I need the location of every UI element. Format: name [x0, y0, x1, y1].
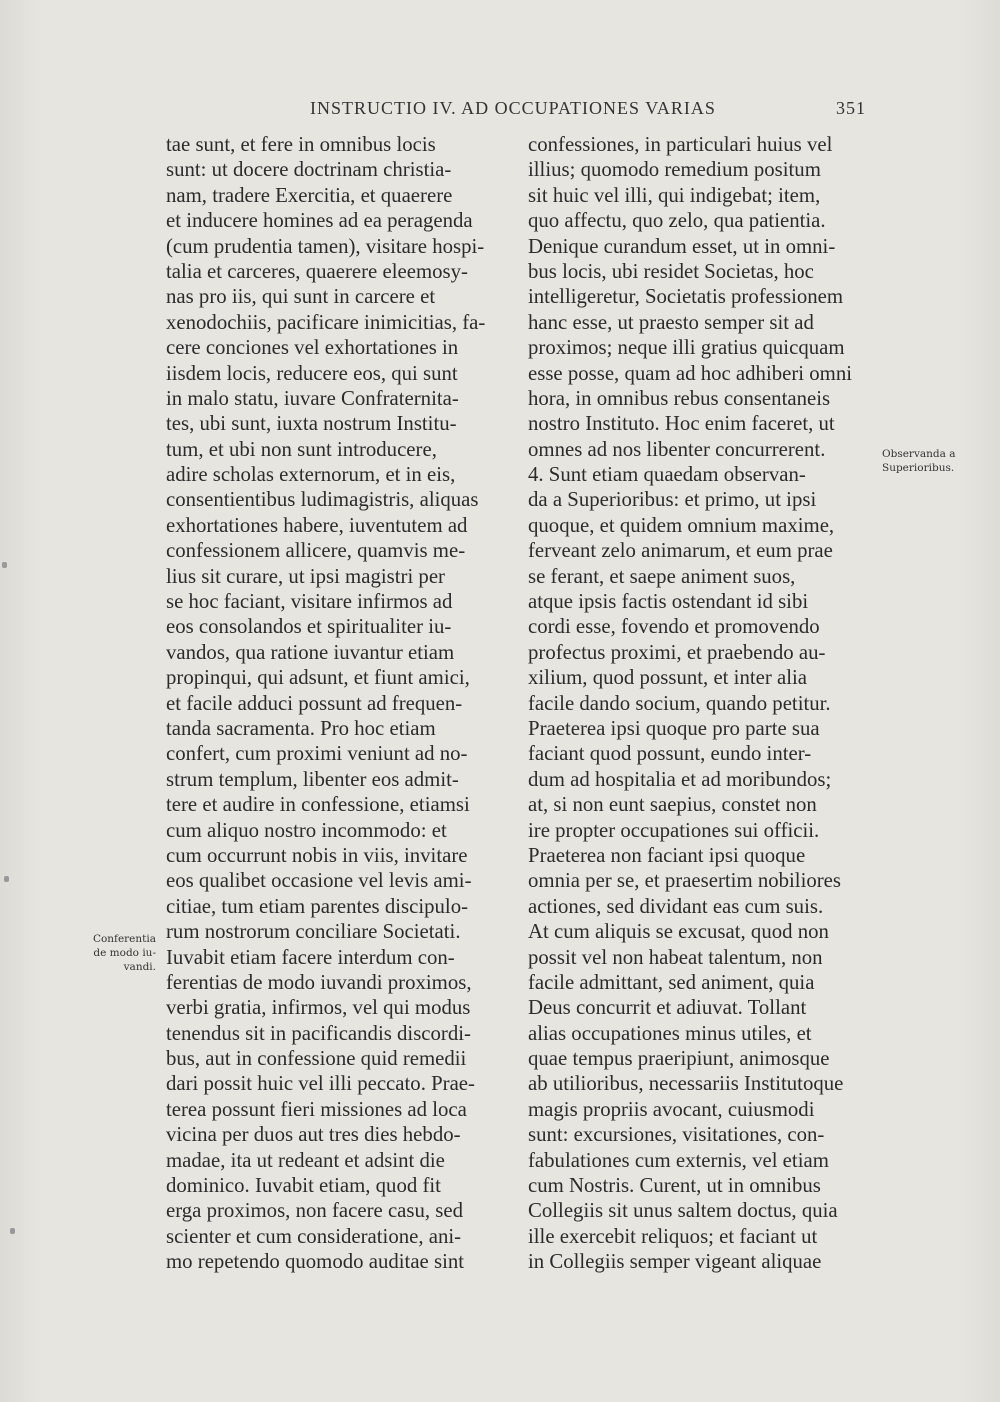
margin-note-line: Conferentia: [92, 933, 156, 945]
text-line: da a Superioribus: et primo, ut ipsi: [528, 488, 817, 512]
text-line: cum occurrunt nobis in viis, invitare: [166, 843, 468, 867]
margin-note-observanda: [882, 447, 974, 475]
margin-note-line: vandi.: [123, 961, 156, 973]
text-line: ab utilioribus, necessariis Institutoque: [528, 1072, 844, 1096]
text-line: dari possit huic vel illi peccato. Prae-: [166, 1072, 475, 1096]
margin-note-conferentia: [70, 932, 156, 974]
text-line: mo repetendo quomodo auditae sint: [166, 1250, 465, 1274]
text-line: esse posse, quam ad hoc adhiberi omni: [528, 361, 853, 385]
text-line: faciant quod possunt, eundo inter-: [528, 742, 812, 766]
text-line: magis propriis avocant, cuiusmodi: [528, 1097, 815, 1121]
text-line: sit huic vel illi, qui indigebat; item,: [528, 183, 821, 207]
text-line: strum templum, libenter eos admit-: [166, 767, 459, 791]
text-line: ferentias de modo iuvandi proximos,: [166, 970, 472, 994]
text-line: eos consolandos et spiritualiter iu-: [166, 615, 452, 639]
text-line: Denique curandum esset, ut in omni-: [528, 234, 836, 258]
text-line: ire propter occupationes sui officii.: [528, 818, 820, 842]
text-line: eos qualibet occasione vel levis ami-: [166, 869, 472, 893]
text-line: dominico. Iuvabit etiam, quod fit: [166, 1174, 441, 1198]
text-line: Collegiis sit unus saltem doctus, quia: [528, 1199, 838, 1223]
text-line: rum nostrorum conciliare Societati.: [166, 920, 461, 944]
text-line: omnes ad nos libenter concurrerent.: [528, 437, 826, 461]
text-line: terea possunt fieri missiones ad loca: [166, 1097, 467, 1121]
text-line: illius; quomodo remedium positum: [528, 158, 821, 182]
text-line: in Collegiis semper vigeant aliquae: [528, 1250, 822, 1274]
text-line: dum ad hospitalia et ad moribundos;: [528, 767, 832, 791]
text-line: tes, ubi sunt, iuxta nostrum Institu-: [166, 412, 457, 436]
page-number: 351: [836, 98, 866, 118]
running-header: [310, 98, 866, 119]
text-line: bus locis, ubi residet Societas, hoc: [528, 259, 814, 283]
text-line: vicina per duos aut tres dies hebdo-: [166, 1123, 461, 1147]
text-line: atque ipsis factis ostendant id sibi: [528, 590, 809, 614]
text-line: at, si non eunt saepius, constet non: [528, 793, 817, 817]
text-line: cum Nostris. Curent, ut in omnibus: [528, 1174, 821, 1198]
text-line: consentientibus ludimagistris, aliquas: [166, 488, 479, 512]
text-line: Praeterea non faciant ipsi quoque: [528, 843, 806, 867]
text-line: At cum aliquis se excusat, quod non: [528, 920, 829, 944]
text-line: quae tempus praeripiunt, animosque: [528, 1047, 830, 1071]
text-line: iisdem locis, reducere eos, qui sunt: [166, 361, 458, 385]
margin-note-line: Observanda a: [882, 448, 956, 460]
text-line: alias occupationes minus utiles, et: [528, 1021, 812, 1045]
text-line: intelligeretur, Societatis professionem: [528, 285, 844, 309]
margin-note-line: Superioribus.: [882, 462, 955, 474]
text-line: cum aliquo nostro incommodo: et: [166, 818, 447, 842]
text-line: se hoc faciant, visitare infirmos ad: [166, 590, 453, 614]
text-line: adire scholas externorum, et in eis,: [166, 463, 456, 487]
text-line: possit vel non habeat talentum, non: [528, 945, 823, 969]
text-line: xenodochiis, pacificare inimicitias, fa-: [166, 310, 486, 334]
text-line: tanda sacramenta. Pro hoc etiam: [166, 716, 436, 740]
text-line: verbi gratia, infirmos, vel qui modus: [166, 996, 471, 1020]
text-line: nostro Instituto. Hoc enim faceret, ut: [528, 412, 835, 436]
scan-edge-mark: [2, 562, 7, 568]
text-line: se ferant, et saepe animent suos,: [528, 564, 796, 588]
text-line: actiones, sed dividant eas cum suis.: [528, 894, 824, 918]
scan-edge-mark: [10, 1228, 15, 1234]
text-line: nas pro iis, qui sunt in carcere et: [166, 285, 436, 309]
text-line: quoque, et quidem omnium maxime,: [528, 513, 835, 537]
text-line: ille exercebit reliquos; et faciant ut: [528, 1224, 818, 1248]
text-line: facile dando socium, quando petitur.: [528, 691, 831, 715]
text-line: bus, aut in confessione quid remedii: [166, 1047, 467, 1071]
left-text-column: [166, 132, 520, 1275]
text-line: tere et audire in confessione, etiamsi: [166, 793, 470, 817]
text-line: confessiones, in particulari huius vel: [528, 133, 833, 156]
text-line: Praeterea ipsi quoque pro parte sua: [528, 716, 820, 740]
text-line: proximos; neque illi gratius quicquam: [528, 336, 845, 360]
text-line: profectus proximi, et praebendo au-: [528, 640, 826, 664]
text-line: talia et carceres, quaerere eleemosy-: [166, 259, 468, 283]
text-line: et inducere homines ad ea peragenda: [166, 209, 473, 233]
text-line: nam, tradere Exercitia, et quaerere: [166, 183, 453, 207]
text-line: in malo statu, iuvare Confraternita-: [166, 386, 459, 410]
text-line: tenendus sit in pacificandis discordi-: [166, 1021, 471, 1045]
text-line: fabulationes cum externis, vel etiam: [528, 1148, 829, 1172]
text-line: hanc esse, ut praesto semper sit ad: [528, 310, 814, 334]
scan-edge-mark: [4, 876, 9, 882]
text-line: ferveant zelo animarum, et eum prae: [528, 539, 833, 563]
text-line: propinqui, qui adsunt, et fiunt amici,: [166, 666, 470, 690]
text-line: tae sunt, et fere in omnibus locis: [166, 133, 436, 156]
text-line: 4. Sunt etiam quaedam observan-: [528, 463, 806, 487]
text-line: facile admittant, sed animent, quia: [528, 970, 815, 994]
text-line: et facile adduci possunt ad frequen-: [166, 691, 463, 715]
text-line: xilium, quod possunt, et inter alia: [528, 666, 807, 690]
text-line: hora, in omnibus rebus consentaneis: [528, 386, 831, 410]
text-line: sunt: ut docere doctrinam christia-: [166, 158, 452, 182]
text-line: tum, et ubi non sunt introducere,: [166, 437, 437, 461]
text-line: quo affectu, quo zelo, qua patientia.: [528, 209, 826, 233]
running-title: INSTRUCTIO IV. AD OCCUPATIONES VARIAS: [310, 98, 716, 118]
text-line: cordi esse, fovendo et promovendo: [528, 615, 820, 639]
text-line: Iuvabit etiam facere interdum con-: [166, 945, 455, 969]
text-line: exhortationes habere, iuventutem ad: [166, 513, 468, 537]
text-line: (cum prudentia tamen), visitare hospi-: [166, 234, 485, 258]
text-line: sunt: excursiones, visitationes, con-: [528, 1123, 825, 1147]
right-text-column: [528, 132, 878, 1275]
text-line: omnia per se, et praesertim nobiliores: [528, 869, 842, 893]
text-line: madae, ita ut redeant et adsint die: [166, 1148, 445, 1172]
text-line: vandos, qua ratione iuvantur etiam: [166, 640, 455, 664]
text-line: cere conciones vel exhortationes in: [166, 336, 459, 360]
text-line: Deus concurrit et adiuvat. Tollant: [528, 996, 807, 1020]
text-line: erga proximos, non facere casu, sed: [166, 1199, 464, 1223]
text-line: scienter et cum consideratione, ani-: [166, 1224, 462, 1248]
text-line: confert, cum proximi veniunt ad no-: [166, 742, 468, 766]
text-line: confessionem allicere, quamvis me-: [166, 539, 466, 563]
text-line: citiae, tum etiam parentes discipulo-: [166, 894, 469, 918]
text-line: lius sit curare, ut ipsi magistri per: [166, 564, 445, 588]
margin-note-line: de modo iu-: [93, 947, 156, 959]
